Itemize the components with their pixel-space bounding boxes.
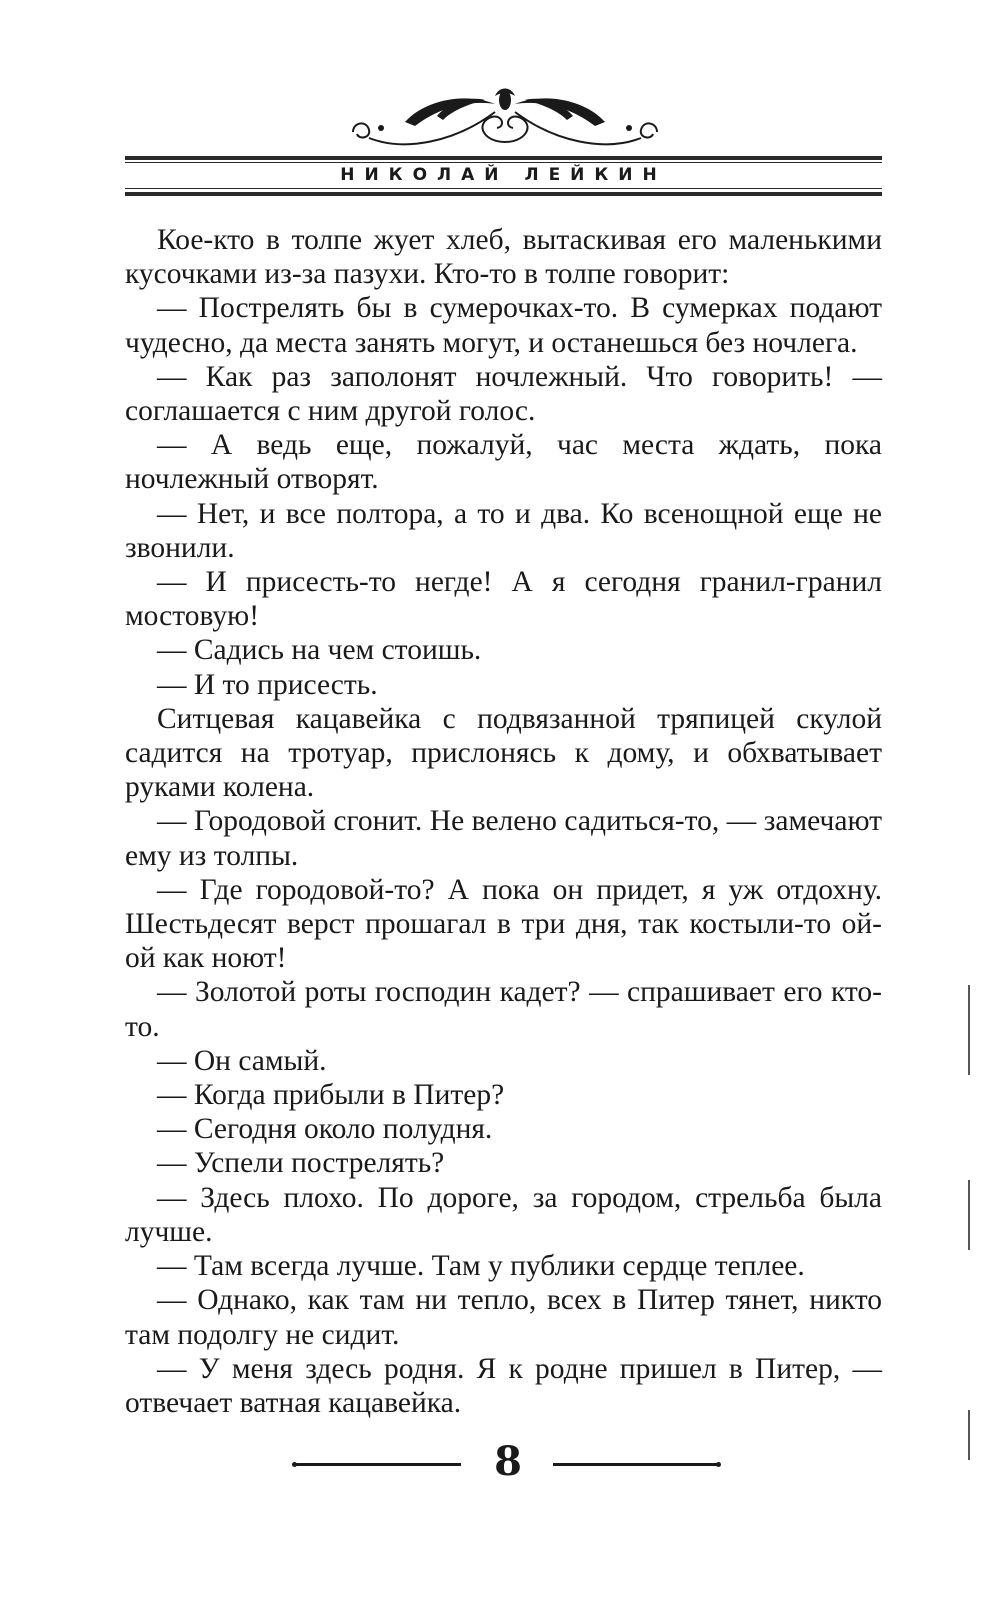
paragraph: — У меня здесь родня. Я к родне пришел в Питер, — отвечает ватная кацавейка. — [125, 1352, 882, 1419]
paragraph: — Там всегда лучше. Там у публики сердце теплее. — [157, 1250, 805, 1283]
header-rule-top — [125, 156, 882, 160]
paragraph: — Нет, и все полтора, а то и два. Ко всенощной еще не звонили. — [125, 497, 882, 564]
paragraph: — Как раз заполонят ночлежный. Что говорить! — соглашается с ним другой голос. — [125, 360, 882, 428]
header-rule-bottom — [125, 192, 882, 196]
paragraph: — Он самый. — [157, 1044, 327, 1077]
scroll-flourish-icon — [345, 82, 665, 154]
paragraph: — Здесь плохо. По дороге, за городом, стрельба была лучше. — [125, 1181, 882, 1248]
header-rule-bottom-thin — [125, 188, 882, 189]
paragraph: — Пострелять бы в сумерочках-то. В сумерках подают чудесно, да места занять могут, и останешься без ночлега. — [125, 292, 882, 359]
paragraph: — И то присесть. — [157, 668, 378, 701]
paragraph: — Однако, как там ни тепло, всех в Питер тянет, никто там подолгу не сидит. — [125, 1284, 882, 1351]
paragraph: — И присесть-то негде! А я сегодня гранил-гранил мостовую! — [125, 566, 882, 633]
running-head-author: НИКОЛАЙ ЛЕЙКИН — [340, 165, 667, 185]
body-text — [125, 223, 882, 1420]
scan-edge-mark — [968, 1410, 970, 1460]
paragraph: — А ведь еще, пожалуй, час места ждать, пока ночлежный отворят. — [125, 429, 882, 496]
paragraph: — Сегодня около полудня. — [157, 1113, 493, 1146]
paragraph: Ситцевая кацавейка с подвязанной тряпицей скулой садится на тротуар, прислонясь к дому, и обхватывает руками колена. — [125, 702, 882, 804]
paragraph: — Городовой сгонит. Не велено садиться-то, — замечают ему из толпы. — [125, 805, 882, 872]
folio-dot-right — [716, 1462, 721, 1467]
paragraph: — Золотой роты господин кадет? — спрашивает его кто-то. — [125, 976, 882, 1043]
folio-rule-left — [296, 1463, 461, 1466]
paragraph: — Где городовой-то? А пока он придет, я уж отдохну. Шестьдесят верст прошагал в три дня, так костыли-то ой-ой как ноют! — [125, 873, 882, 975]
paragraph: — Успели пострелять? — [157, 1147, 445, 1180]
scan-edge-mark — [968, 1180, 970, 1250]
page-number: 8 — [494, 1438, 522, 1485]
folio-rule-right — [553, 1463, 718, 1466]
scan-edge-mark — [968, 985, 970, 1075]
paragraph: Кое-кто в толпе жует хлеб, вытаскивая его маленькими кусочками из-за пазухи. Кто-то в толпе говорит: — [125, 224, 882, 291]
paragraph: — Когда прибыли в Питер? — [157, 1079, 505, 1112]
paragraph: — Садись на чем стоишь. — [157, 634, 482, 667]
